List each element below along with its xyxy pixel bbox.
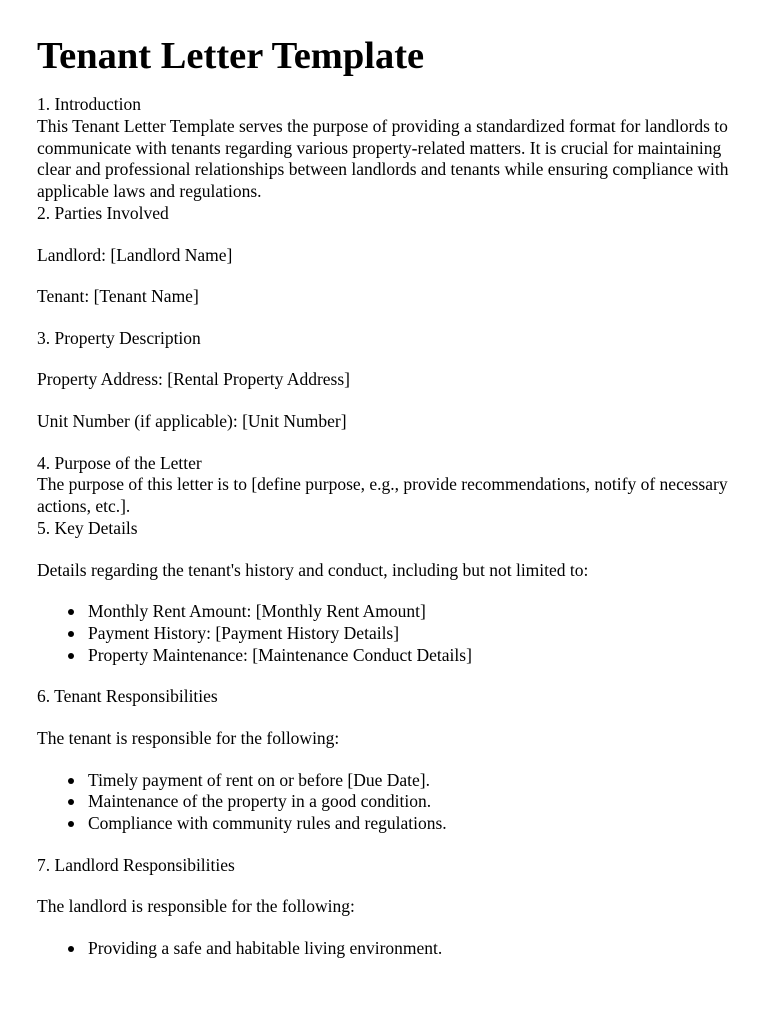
spacer bbox=[37, 433, 733, 453]
spacer bbox=[37, 308, 733, 328]
spacer bbox=[37, 667, 733, 687]
landlord-name-line: Landlord: [Landlord Name] bbox=[37, 244, 233, 265]
section-heading-key-details: 5. Key Details bbox=[37, 517, 138, 538]
spacer bbox=[37, 918, 733, 938]
purpose-text: The purpose of this letter is to [define purpose, e.g., provide recommendations, notify of necessary actions, etc.]. bbox=[37, 474, 728, 517]
tenant-name-line: Tenant: [Tenant Name] bbox=[37, 286, 199, 307]
landlord-responsibilities-intro: The landlord is responsible for the following: bbox=[37, 896, 355, 917]
spacer bbox=[37, 225, 733, 245]
page-title: Tenant Letter Template bbox=[37, 35, 425, 77]
section-heading-introduction: 1. Introduction bbox=[37, 94, 142, 114]
list-item: Maintenance of the property in a good condition. bbox=[88, 791, 733, 813]
spacer bbox=[37, 581, 733, 601]
unit-number-line: Unit Number (if applicable): [Unit Number] bbox=[37, 410, 347, 431]
section-heading-property: 3. Property Description bbox=[37, 327, 201, 348]
spacer bbox=[37, 266, 733, 286]
landlord-responsibilities-list bbox=[37, 938, 733, 960]
spacer bbox=[37, 708, 733, 728]
property-address-line: Property Address: [Rental Property Address] bbox=[37, 369, 351, 390]
spacer bbox=[37, 391, 733, 411]
tenant-responsibilities-intro: The tenant is responsible for the following: bbox=[37, 727, 340, 748]
section-heading-tenant-responsibilities: 6. Tenant Responsibilities bbox=[37, 686, 218, 707]
list-item: Compliance with community rules and regulations. bbox=[88, 813, 733, 835]
section-heading-landlord-responsibilities: 7. Landlord Responsibilities bbox=[37, 854, 235, 875]
section-heading-purpose: 4. Purpose of the Letter bbox=[37, 452, 202, 473]
list-item: Timely payment of rent on or before [Due Date]. bbox=[88, 770, 733, 792]
list-item: Monthly Rent Amount: [Monthly Rent Amount] bbox=[88, 601, 733, 623]
document-body bbox=[37, 94, 733, 960]
list-item: Payment History: [Payment History Details] bbox=[88, 623, 733, 645]
spacer bbox=[37, 750, 733, 770]
list-item: Property Maintenance: [Maintenance Conduct Details] bbox=[88, 645, 733, 667]
spacer bbox=[37, 540, 733, 560]
key-details-list bbox=[37, 601, 733, 666]
key-details-intro: Details regarding the tenant's history and conduct, including but not limited to: bbox=[37, 559, 589, 580]
spacer bbox=[37, 876, 733, 896]
introduction-text: This Tenant Letter Template serves the purpose of providing a standardized format for landlords to communicate with tenants regarding various property-related matters. It is crucial for maintaining clear and professional relationships between landlords and tenants while ensuring compliance with applicable laws and regulations. bbox=[37, 115, 729, 202]
section-heading-parties: 2. Parties Involved bbox=[37, 202, 169, 223]
spacer bbox=[37, 350, 733, 370]
tenant-responsibilities-list bbox=[37, 770, 733, 835]
list-item: Providing a safe and habitable living environment. bbox=[88, 938, 733, 960]
spacer bbox=[37, 835, 733, 855]
